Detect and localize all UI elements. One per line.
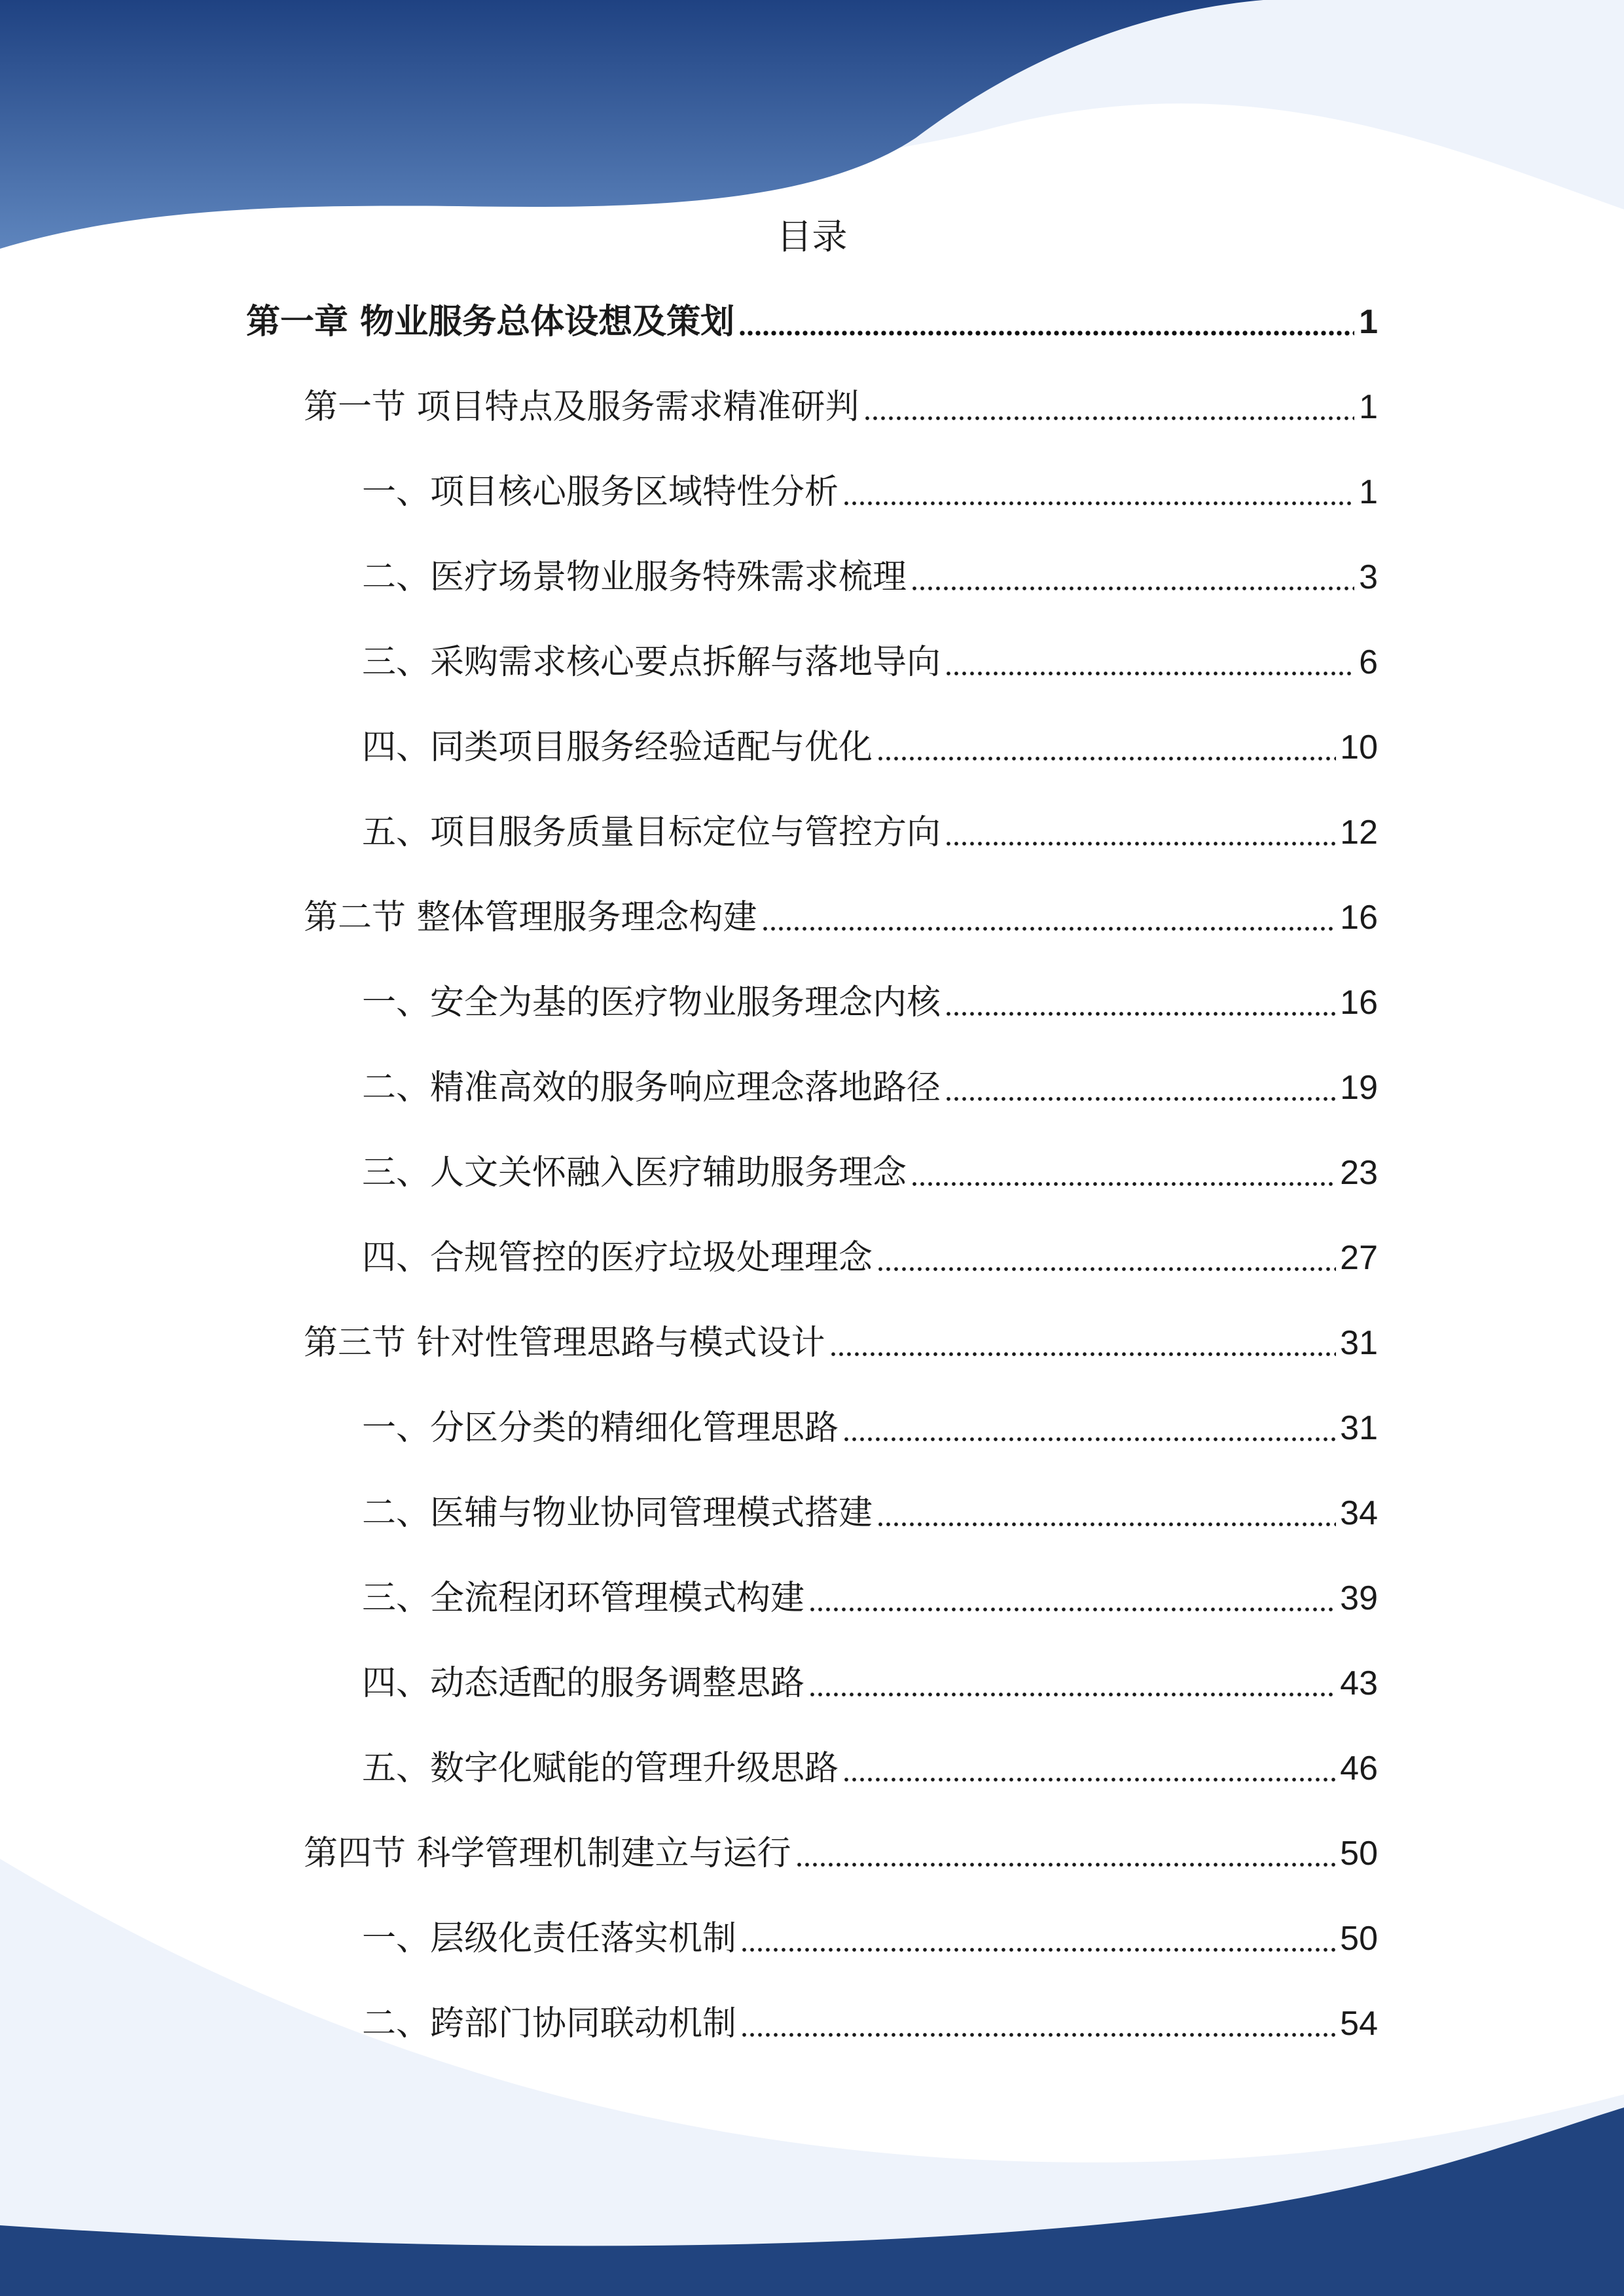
toc-entry[interactable] <box>362 633 1378 692</box>
toc-entry[interactable] <box>362 1143 1378 1202</box>
toc-entry-label: 三、采购需求核心要点拆解与落地导向 <box>362 643 941 682</box>
toc-dot-leader <box>876 1520 1336 1528</box>
toc-page-number: 12 <box>1340 814 1378 852</box>
toc-entry[interactable] <box>304 1314 1378 1372</box>
toc-dot-leader <box>761 925 1337 933</box>
toc-dot-leader <box>876 1265 1336 1273</box>
toc-dot-leader <box>945 840 1336 848</box>
toc-entry-label: 五、项目服务质量目标定位与管控方向 <box>362 813 941 852</box>
toc-dot-leader <box>842 499 1354 507</box>
toc-page-number: 50 <box>1340 1835 1378 1873</box>
toc-entry[interactable] <box>362 1569 1378 1628</box>
toc-dot-leader <box>842 1776 1336 1784</box>
toc-entry-label: 三、全流程闭环管理模式构建 <box>362 1579 805 1618</box>
toc-entry[interactable] <box>362 718 1378 777</box>
toc-page-number: 23 <box>1340 1154 1378 1192</box>
toc-entry-label: 第一节 项目特点及服务需求精准研判 <box>304 387 859 427</box>
toc-dot-leader <box>738 329 1354 337</box>
toc-entry-label: 一、分区分类的精细化管理思路 <box>362 1408 839 1448</box>
toc-page-number: 31 <box>1340 1409 1378 1447</box>
toc-entry-label: 一、项目核心服务区域特性分析 <box>362 473 839 512</box>
toc-entry-label: 三、人文关怀融入医疗辅助服务理念 <box>362 1153 907 1193</box>
toc-page-number: 34 <box>1340 1494 1378 1532</box>
toc-dot-leader <box>911 1180 1336 1188</box>
toc-page-number: 46 <box>1340 1749 1378 1787</box>
toc-page-number: 39 <box>1340 1579 1378 1617</box>
toc-entry[interactable] <box>304 888 1378 947</box>
toc-entry[interactable] <box>362 548 1378 607</box>
toc-dot-leader <box>740 2031 1336 2039</box>
toc-entry-label: 二、医辅与物业协同管理模式搭建 <box>362 1494 873 1533</box>
toc-entry-label: 第四节 科学管理机制建立与运行 <box>304 1834 791 1873</box>
toc-page-number: 16 <box>1340 899 1378 937</box>
toc-page-number: 16 <box>1340 984 1378 1022</box>
toc-entry[interactable] <box>362 1229 1378 1287</box>
toc-dot-leader <box>876 755 1336 762</box>
toc-dot-leader <box>808 1605 1336 1613</box>
toc-entry-label: 二、医疗场景物业服务特殊需求梳理 <box>362 558 907 597</box>
toc-entry[interactable] <box>246 293 1378 351</box>
toc-entry[interactable] <box>362 1909 1378 1968</box>
toc-entry[interactable] <box>362 1654 1378 1713</box>
toc-entry-label: 第二节 整体管理服务理念构建 <box>304 898 757 937</box>
toc-entry-label: 四、同类项目服务经验适配与优化 <box>362 728 873 767</box>
toc-page-number: 1 <box>1359 473 1378 511</box>
toc-dot-leader <box>945 1010 1336 1018</box>
toc-dot-leader <box>945 1095 1336 1103</box>
toc-page-number: 31 <box>1340 1324 1378 1362</box>
toc-page-number: 3 <box>1359 558 1378 596</box>
toc-entry-label: 四、动态适配的服务调整思路 <box>362 1664 805 1703</box>
toc-entry-label: 第一章 物业服务总体设想及策划 <box>246 302 735 342</box>
toc-page-number: 54 <box>1340 2005 1378 2043</box>
toc-entry[interactable] <box>304 378 1378 437</box>
toc-entry-label: 一、层级化责任落实机制 <box>362 1919 737 1958</box>
toc-page-number: 43 <box>1340 1664 1378 1702</box>
toc-dot-leader <box>740 1946 1336 1954</box>
toc-page-number: 1 <box>1359 303 1378 341</box>
toc-entry[interactable] <box>362 1994 1378 2053</box>
toc-page-number: 19 <box>1340 1069 1378 1107</box>
toc-entry[interactable] <box>362 463 1378 522</box>
toc-entry-label: 五、数字化赋能的管理升级思路 <box>362 1749 839 1788</box>
toc-dot-leader <box>911 584 1354 592</box>
toc-dot-leader <box>945 670 1354 677</box>
toc-page-number: 27 <box>1340 1239 1378 1277</box>
toc-entry-label: 四、合规管控的医疗垃圾处理理念 <box>362 1238 873 1278</box>
toc-entry-label: 二、精准高效的服务响应理念落地路径 <box>362 1068 941 1107</box>
toc-dot-leader <box>829 1350 1337 1358</box>
toc-entry[interactable] <box>304 1824 1378 1883</box>
toc-entry[interactable] <box>362 803 1378 862</box>
toc-page-number: 10 <box>1340 728 1378 766</box>
toc-page-number: 50 <box>1340 1920 1378 1958</box>
toc-entry-label: 第三节 针对性管理思路与模式设计 <box>304 1323 825 1363</box>
toc-dot-leader <box>842 1435 1336 1443</box>
toc-page-number: 1 <box>1359 388 1378 426</box>
toc-entry-label: 二、跨部门协同联动机制 <box>362 2004 737 2043</box>
toc-dot-leader <box>863 414 1354 422</box>
toc-entry[interactable] <box>362 1058 1378 1117</box>
toc-dot-leader <box>795 1861 1337 1869</box>
toc-entry[interactable] <box>362 1484 1378 1543</box>
toc-entry[interactable] <box>362 973 1378 1032</box>
page-title: 目录 <box>776 216 848 257</box>
toc-entry-label: 一、安全为基的医疗物业服务理念内核 <box>362 983 941 1022</box>
toc-page-number: 6 <box>1359 643 1378 681</box>
toc-dot-leader <box>808 1691 1336 1698</box>
toc-entry[interactable] <box>362 1739 1378 1798</box>
toc-entry[interactable] <box>362 1399 1378 1458</box>
